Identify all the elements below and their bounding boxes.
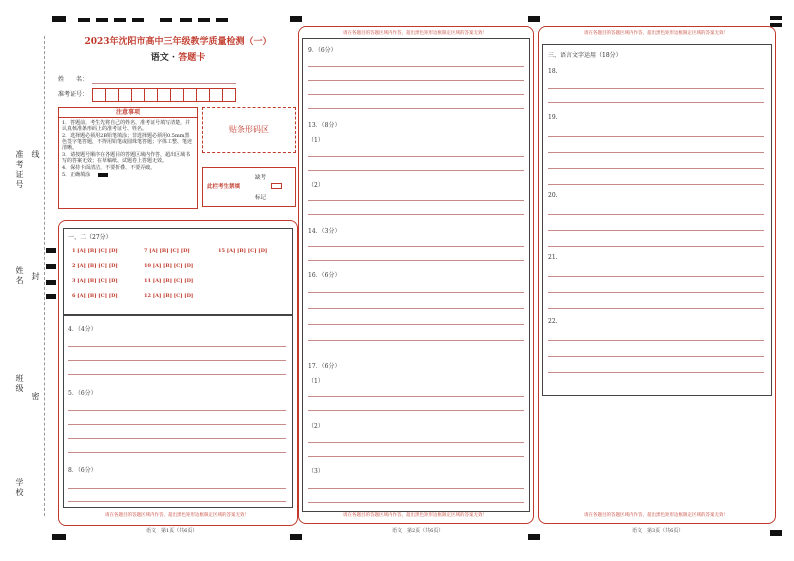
notice-item: 1．答题前，考生先将自己的姓名、准考证号填写清楚，并认真核准条形码上的准考证号、姓名。	[62, 120, 191, 132]
answer-line[interactable]	[68, 488, 286, 489]
question-label: 13．（8分）	[308, 122, 341, 129]
timing-mark	[290, 534, 302, 540]
side-id-label: 准考证号	[15, 150, 24, 190]
absent-box	[202, 167, 296, 207]
name-input-line[interactable]	[92, 83, 236, 84]
answer-line[interactable]	[548, 152, 764, 153]
answer-line[interactable]	[548, 356, 764, 357]
timing-mark	[46, 248, 56, 253]
subject-label: 语文 ·	[150, 53, 179, 63]
choice-row[interactable]: 1 [A] [B] [C] [D]	[72, 248, 118, 254]
notice-item: 2．选择题必须用2B铅笔填涂；非选择题必须用0.5mm黑色签字笔答题，不得用铅笔或圆珠笔答题；字体工整、笔迹清晰。	[62, 133, 193, 151]
timing-mark	[46, 294, 56, 299]
choice-row[interactable]: 3 [A] [B] [C] [D]	[72, 278, 118, 284]
answer-line[interactable]	[308, 340, 524, 341]
choice-row[interactable]: 11 [A] [B] [C] [D]	[144, 278, 194, 284]
page-footer: 语文 第3页（共6页）	[632, 528, 684, 534]
timing-mark	[96, 18, 108, 22]
answer-line[interactable]	[308, 214, 524, 215]
notice-item-text: 5．正确填涂	[62, 172, 91, 178]
answer-line[interactable]	[68, 346, 286, 347]
answer-line[interactable]	[548, 292, 764, 293]
answer-line[interactable]	[68, 410, 286, 411]
question-label: 18.	[548, 68, 558, 75]
answer-line[interactable]	[68, 501, 286, 502]
name-label: 姓 名：	[58, 76, 89, 83]
answer-line[interactable]	[68, 424, 286, 425]
question-label: 4．（4分）	[68, 326, 97, 333]
timing-mark	[290, 16, 302, 22]
timing-mark	[46, 264, 56, 269]
absent-label: 此栏考生禁填	[207, 184, 241, 190]
absent-bottom: 标记	[255, 195, 267, 201]
side-seal-label: 封	[31, 272, 40, 282]
timing-mark	[52, 534, 66, 540]
timing-mark	[528, 534, 540, 540]
answer-line[interactable]	[548, 136, 764, 137]
question-label: 22.	[548, 318, 558, 325]
answer-line[interactable]	[308, 442, 524, 443]
side-secret-label: 密	[31, 392, 40, 402]
answer-line[interactable]	[308, 94, 524, 95]
subjective-section	[63, 314, 293, 508]
choice-section-title: 一、二（27分）	[68, 234, 112, 241]
notice-item	[59, 171, 197, 178]
timing-mark	[528, 16, 540, 22]
question-label: 9．（6分）	[308, 47, 337, 54]
answer-line[interactable]	[308, 170, 524, 171]
answer-line[interactable]	[308, 80, 524, 81]
answer-line[interactable]	[308, 246, 524, 247]
notice-title: 注意事项	[59, 108, 197, 118]
timing-mark	[198, 18, 210, 22]
barcode-area: 贴条形码区	[202, 107, 296, 153]
question-label: 5．（6分）	[68, 390, 97, 397]
answer-line[interactable]	[308, 502, 524, 503]
boundary-warning: 请在各题目的答题区域内作答，超出黑色矩形边框限定区域的答案无效！	[343, 513, 487, 518]
answer-line[interactable]	[308, 260, 524, 261]
answer-line[interactable]	[548, 308, 764, 309]
answer-line[interactable]	[548, 102, 764, 103]
question-label: 19.	[548, 114, 558, 121]
choice-row[interactable]: 2 [A] [B] [C] [D]	[72, 263, 118, 269]
question-label: 17．（6分）	[308, 363, 341, 370]
notice-box	[58, 107, 198, 209]
side-school-label: 学校	[15, 478, 24, 498]
answer-line[interactable]	[308, 66, 524, 67]
question-label: 16．（6分）	[308, 272, 341, 279]
answer-line[interactable]	[308, 488, 524, 489]
answer-line[interactable]	[308, 108, 524, 109]
answer-line[interactable]	[548, 340, 764, 341]
timing-mark	[160, 18, 172, 22]
answer-line[interactable]	[308, 292, 524, 293]
answer-line[interactable]	[308, 308, 524, 309]
choice-section	[63, 228, 293, 316]
answer-line[interactable]	[68, 360, 286, 361]
answer-line[interactable]	[548, 276, 764, 277]
question-label: 14．（3分）	[308, 228, 341, 235]
choice-row[interactable]: 15 [A] [B] [C] [D]	[218, 248, 268, 254]
sub-question-label: （2）	[308, 182, 324, 189]
answer-line[interactable]	[548, 214, 764, 215]
timing-mark	[52, 16, 66, 22]
question-label: 8．（6分）	[68, 467, 97, 474]
answer-line[interactable]	[308, 324, 524, 325]
notice-item: 4．保持卡面清洁，不要折叠、不要弄破。	[62, 165, 156, 171]
answer-line[interactable]	[548, 88, 764, 89]
side-name-label: 姓名	[15, 266, 24, 286]
boundary-warning: 请在各题目的答题区域内作答，超出黑色矩形边框限定区域的答案无效！	[105, 513, 249, 518]
answer-line[interactable]	[548, 230, 764, 231]
timing-mark	[132, 18, 144, 22]
page-subtitle	[66, 50, 290, 63]
question-label: 21.	[548, 254, 558, 261]
timing-mark	[114, 18, 126, 22]
answer-line[interactable]	[548, 372, 764, 373]
answer-line[interactable]	[308, 200, 524, 201]
question-label: 20.	[548, 192, 558, 199]
sub-question-label: （1）	[308, 378, 324, 385]
answer-line[interactable]	[308, 156, 524, 157]
answer-card-label: 答题卡	[178, 53, 206, 63]
choice-row[interactable]: 10 [A] [B] [C] [D]	[144, 263, 194, 269]
sub-question-label: （2）	[308, 423, 324, 430]
answer-line[interactable]	[68, 452, 286, 453]
page-footer: 语文 第1页（共6页）	[146, 528, 198, 534]
timing-mark	[770, 16, 782, 20]
exam-id-boxes[interactable]	[92, 88, 236, 102]
answer-line[interactable]	[548, 246, 764, 247]
sub-question-label: （1）	[308, 137, 324, 144]
choice-row[interactable]: 7 [A] [B] [C] [D]	[144, 248, 190, 254]
boundary-warning: 请在各题目的答题区域内作答，超出黑色矩形边框限定区域的答案无效！	[584, 31, 728, 36]
timing-mark	[78, 18, 90, 22]
timing-mark	[46, 280, 56, 285]
answer-line[interactable]	[308, 396, 524, 397]
timing-mark	[770, 530, 782, 536]
exam-id-label: 准考证号：	[58, 91, 89, 98]
answer-line[interactable]	[308, 410, 524, 411]
answer-area-page3	[542, 44, 772, 396]
section-title: 三、语言文字运用（18分）	[548, 52, 622, 59]
answer-line[interactable]	[68, 438, 286, 439]
notice-item: 3．请按题号顺序在各题目的答题区域内作答，超出区域书写的答案无效；在草稿纸、试题卷上答题无效。	[62, 152, 191, 164]
side-class-label: 班级	[15, 374, 24, 394]
boundary-warning: 请在各题目的答题区域内作答，超出黑色矩形边框限定区域的答案无效！	[343, 31, 487, 36]
answer-line[interactable]	[68, 374, 286, 375]
filled-bubble-example	[98, 173, 108, 177]
sub-question-label: （3）	[308, 468, 324, 475]
timing-mark	[180, 18, 192, 22]
answer-line[interactable]	[548, 168, 764, 169]
absent-top: 缺考	[255, 175, 267, 181]
choice-row[interactable]: 12 [A] [B] [C] [D]	[144, 293, 194, 299]
choice-row[interactable]: 6 [A] [B] [C] [D]	[72, 293, 118, 299]
timing-mark	[216, 18, 228, 22]
absent-mark-box[interactable]	[271, 183, 282, 189]
boundary-warning: 请在各题目的答题区域内作答，超出黑色矩形边框限定区域的答案无效！	[584, 513, 728, 518]
page-footer: 语文 第2页（共6页）	[392, 528, 444, 534]
side-line-label: 线	[31, 150, 40, 160]
page-title: 2023年沈阳市高中三年级教学质量检测（一）	[84, 37, 272, 47]
binding-line	[44, 36, 45, 516]
answer-line[interactable]	[548, 184, 764, 185]
answer-line[interactable]	[308, 456, 524, 457]
